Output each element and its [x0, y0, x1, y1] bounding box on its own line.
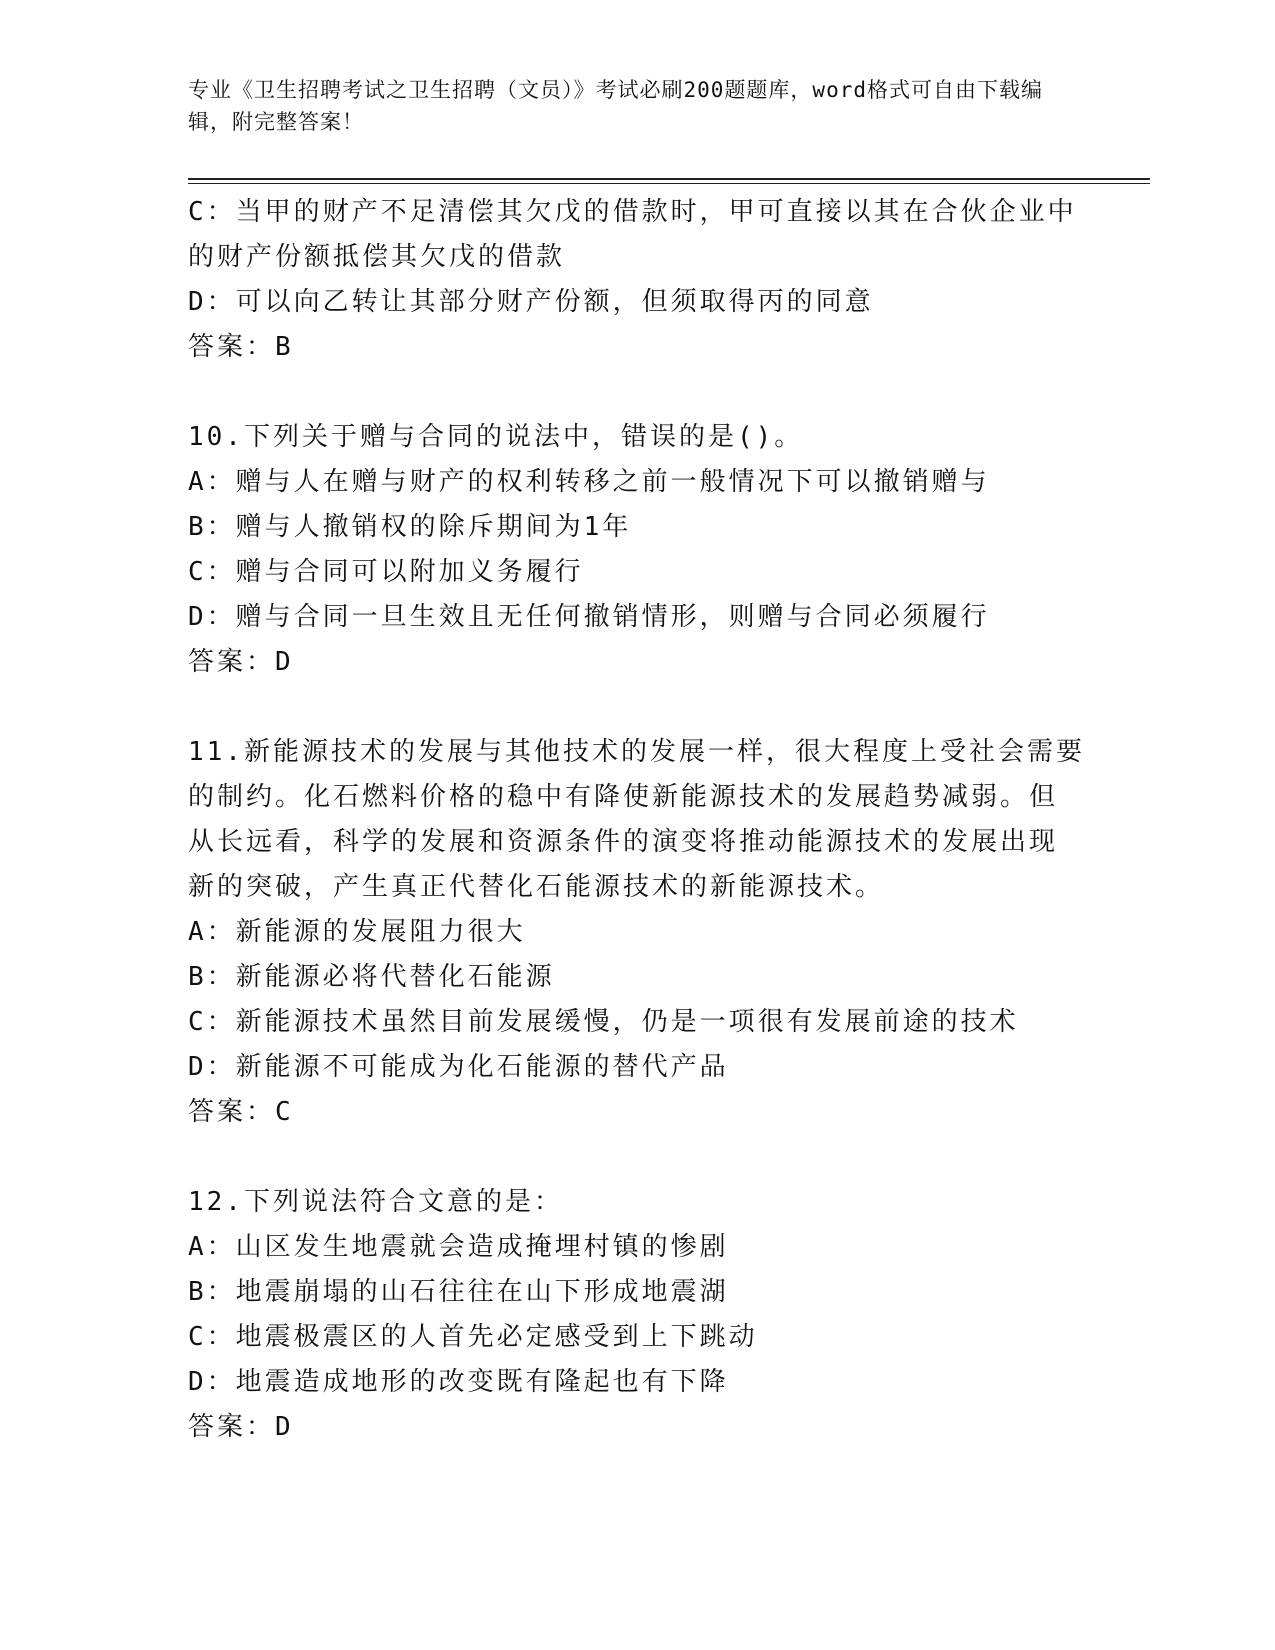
option-text: C：新能源技术虽然目前发展缓慢，仍是一项很有发展前途的技术	[188, 1007, 1019, 1037]
question-stem: 从长远看，科学的发展和资源条件的演变将推动能源技术的发展出现	[188, 827, 1059, 857]
option-text: D：可以向乙转让其部分财产份额，但须取得丙的同意	[188, 287, 874, 317]
option-text: C：赠与合同可以附加义务履行	[188, 557, 584, 587]
option-text: B：赠与人撤销权的除斥期间为1年	[188, 512, 632, 542]
header-divider-top	[188, 178, 1150, 180]
answer-line: 答案：D	[188, 647, 294, 677]
answer-line: 答案：C	[188, 1097, 294, 1127]
option-text: A：新能源的发展阻力很大	[188, 917, 526, 947]
option-text: B：新能源必将代替化石能源	[188, 962, 555, 992]
question-stem: 11.新能源技术的发展与其他技术的发展一样，很大程度上受社会需要	[188, 737, 1085, 767]
question-stem: 10.下列关于赠与合同的说法中，错误的是()。	[188, 422, 804, 452]
header-divider-bottom	[188, 183, 1150, 184]
option-text: D：新能源不可能成为化石能源的替代产品	[188, 1052, 729, 1082]
question-block	[188, 190, 1088, 370]
question-block	[188, 730, 1088, 1135]
option-text: C：地震极震区的人首先必定感受到上下跳动	[188, 1322, 758, 1352]
option-text: D：赠与合同一旦生效且无任何撤销情形，则赠与合同必须履行	[188, 602, 990, 632]
question-stem: 新的突破，产生真正代替化石能源技术的新能源技术。	[188, 872, 885, 902]
option-text: 的财产份额抵偿其欠戊的借款	[188, 242, 566, 272]
question-stem: 12.下列说法符合文意的是：	[188, 1187, 563, 1217]
option-text: D：地震造成地形的改变既有隆起也有下降	[188, 1367, 729, 1397]
answer-line: 答案：D	[188, 1412, 294, 1442]
question-block	[188, 1180, 1088, 1450]
answer-line: 答案：B	[188, 332, 294, 362]
option-text: A：赠与人在赠与财产的权利转移之前一般情况下可以撤销赠与	[188, 467, 990, 497]
question-block	[188, 415, 1088, 685]
document-header: 专业《卫生招聘考试之卫生招聘（文员）》考试必刷200题题库，word格式可自由下载编辑，附完整答案！	[188, 78, 1043, 134]
question-list	[188, 190, 1088, 1495]
question-stem: 的制约。化石燃料价格的稳中有降使新能源技术的发展趋势减弱。但	[188, 782, 1059, 812]
option-text: B：地震崩塌的山石往往在山下形成地震湖	[188, 1277, 729, 1307]
option-text: A：山区发生地震就会造成掩埋村镇的惨剧	[188, 1232, 729, 1262]
option-text: C：当甲的财产不足清偿其欠戊的借款时，甲可直接以其在合伙企业中	[188, 197, 1077, 227]
